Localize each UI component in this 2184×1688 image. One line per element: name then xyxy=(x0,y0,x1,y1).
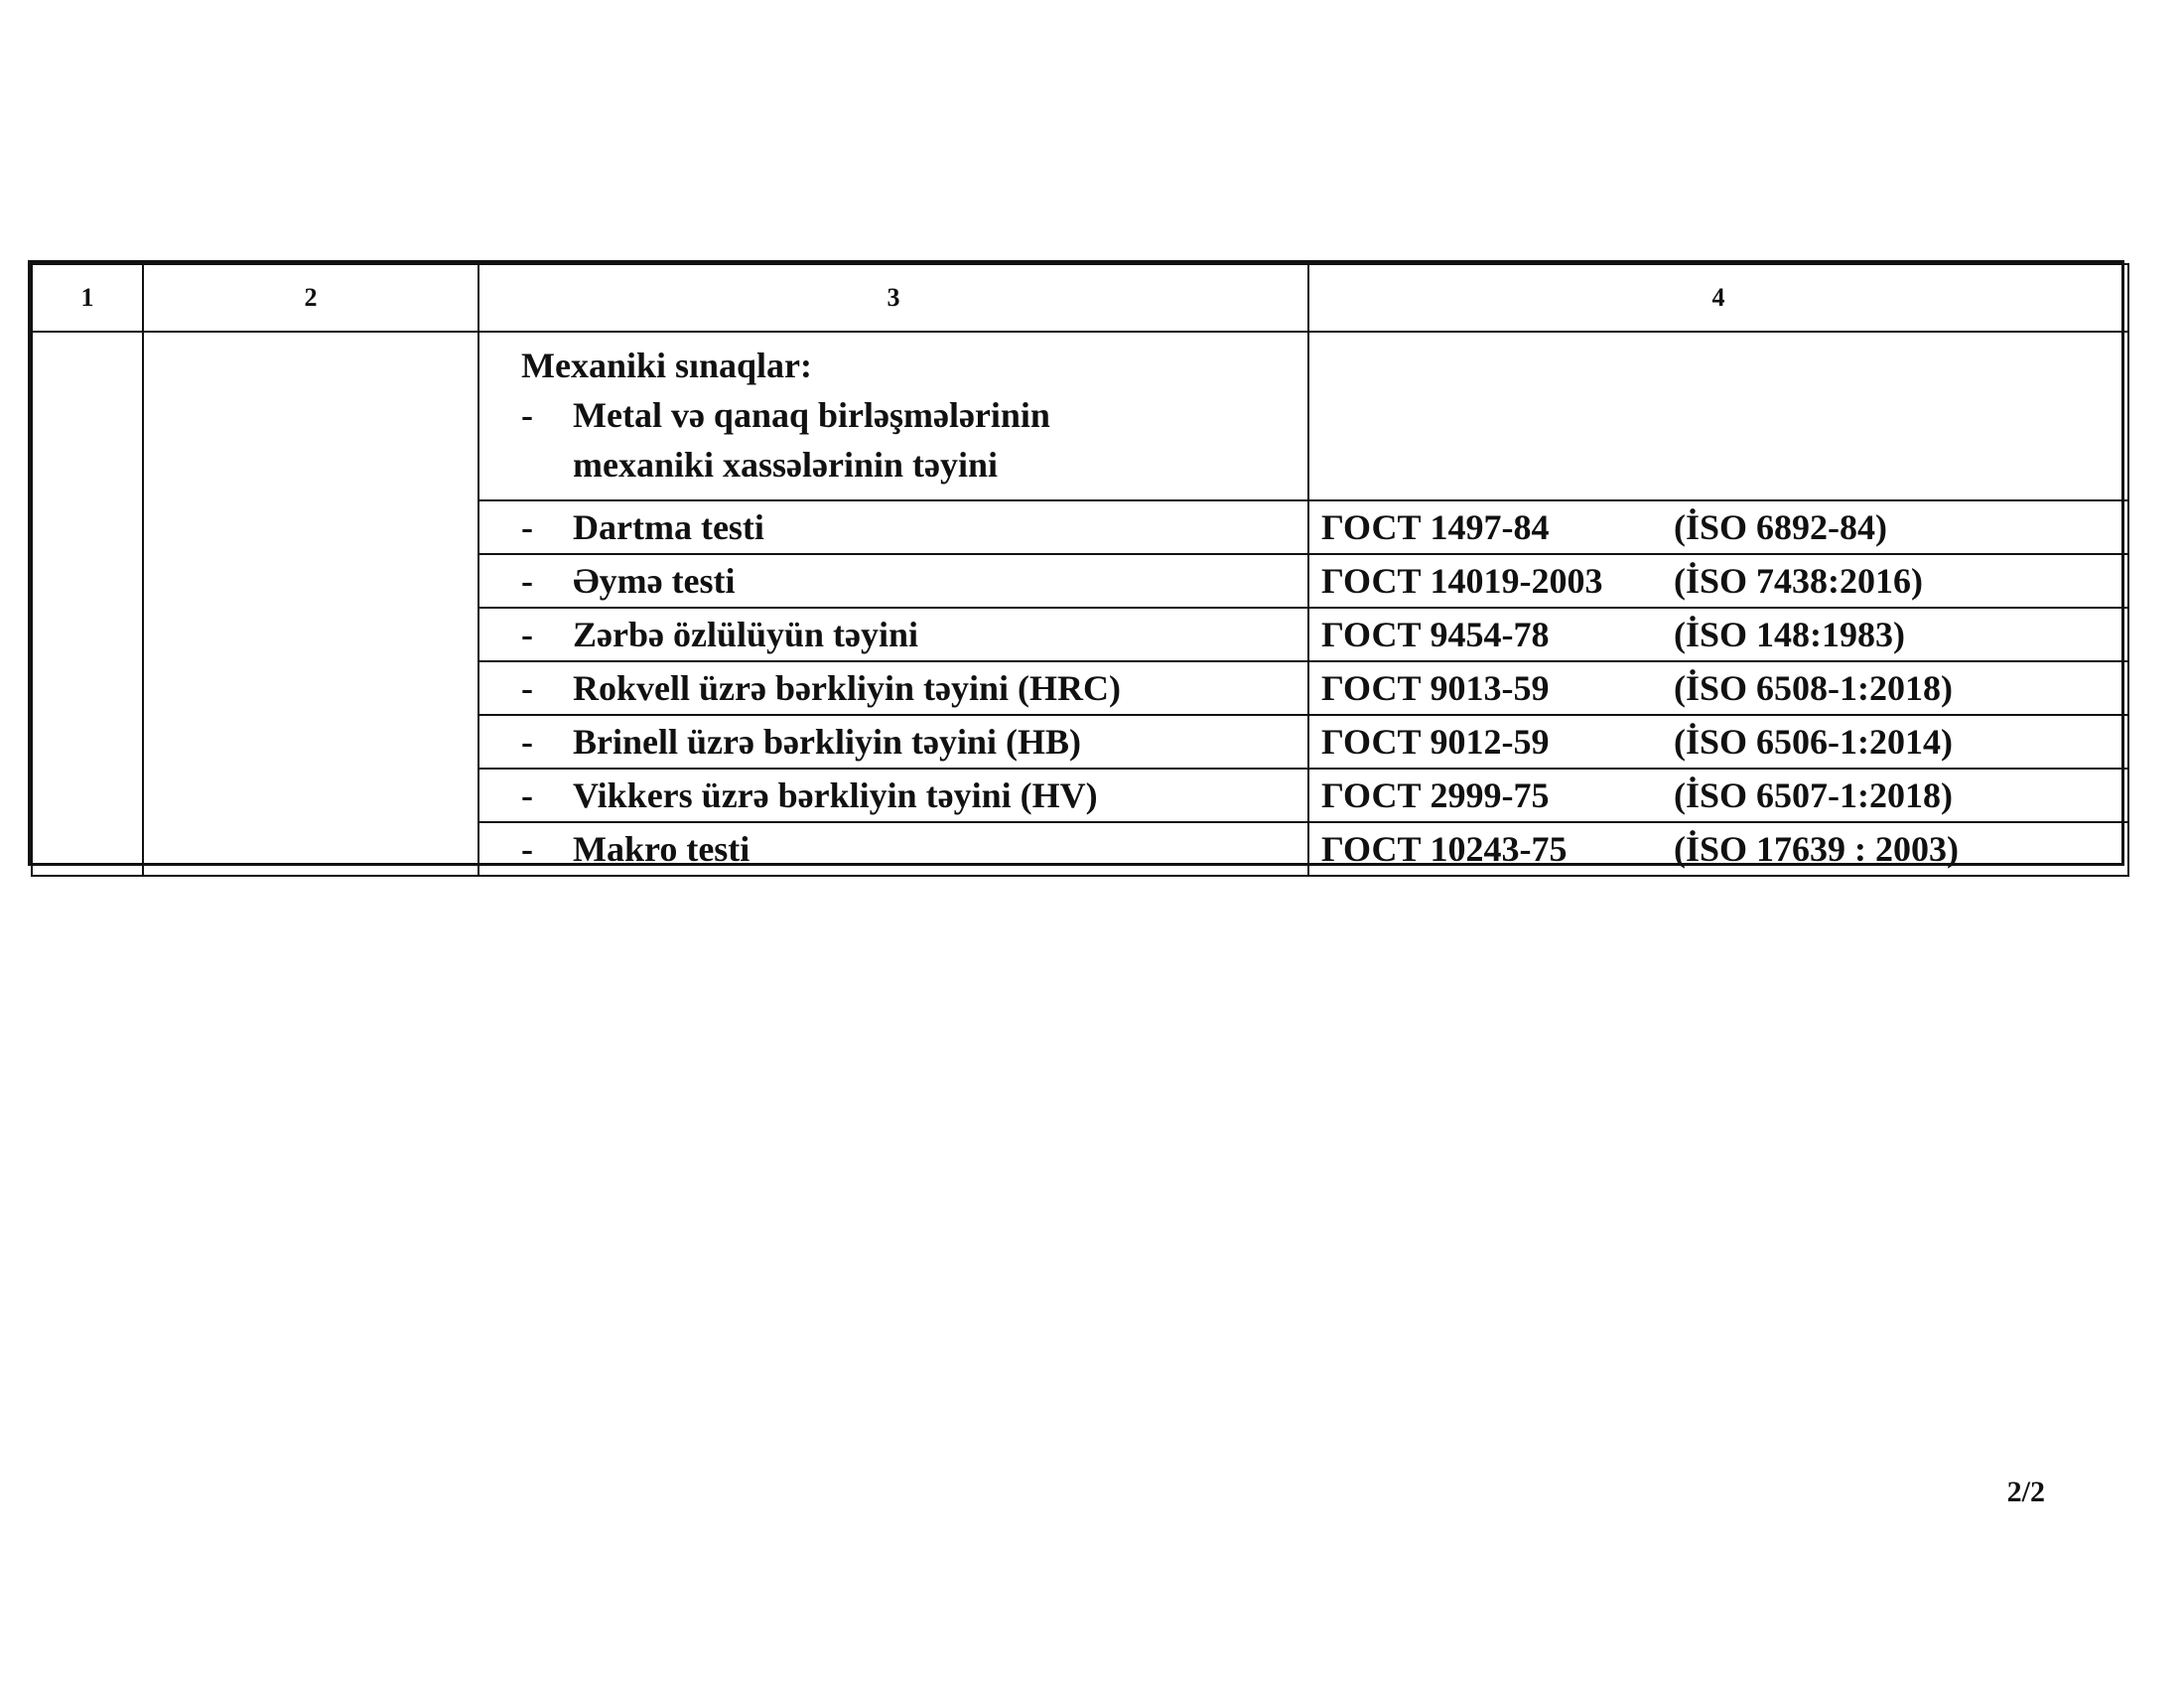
list-dash: - xyxy=(521,507,533,547)
gost-standard: ГОСТ 9012-59 xyxy=(1321,722,1550,762)
section-subtitle-line2: mexaniki xassələrinin təyini xyxy=(573,445,999,485)
section-subtitle xyxy=(521,390,1307,440)
test-name: Makro testi xyxy=(573,829,751,869)
standards-table-frame xyxy=(28,260,2124,869)
test-name: Zərbə özlülüyün təyini xyxy=(573,615,919,654)
empty-cell-col2 xyxy=(143,332,478,876)
test-name: Əymə testi xyxy=(573,561,736,601)
iso-standard: (İSO 148:1983) xyxy=(1674,615,1905,654)
empty-cell-col1 xyxy=(32,332,143,876)
test-name: Vikkers üzrə bərkliyin təyini (HV) xyxy=(573,775,1098,815)
gost-standard: ГОСТ 9454-78 xyxy=(1321,615,1550,654)
empty-standard-cell xyxy=(1308,332,2128,500)
gost-standard: ГОСТ 9013-59 xyxy=(1321,668,1550,708)
column-number-2: 2 xyxy=(143,264,478,332)
standard-cell xyxy=(1308,608,2128,661)
standard-cell xyxy=(1308,715,2128,769)
section-subtitle-line1: Metal və qanaq birləşmələrinin xyxy=(573,395,1050,435)
column-number-3: 3 xyxy=(478,264,1308,332)
gost-standard: ГОСТ 2999-75 xyxy=(1321,775,1550,815)
standard-cell xyxy=(1308,554,2128,608)
test-name-cell xyxy=(478,608,1308,661)
iso-standard: (İSO 6506-1:2014) xyxy=(1674,722,1953,762)
gost-standard: ГОСТ 10243-75 xyxy=(1321,829,1568,869)
test-name-cell xyxy=(478,554,1308,608)
standard-cell xyxy=(1308,769,2128,822)
list-dash: - xyxy=(521,668,533,708)
gost-standard: ГОСТ 1497-84 xyxy=(1321,507,1550,547)
standard-cell xyxy=(1308,500,2128,554)
standard-cell xyxy=(1308,661,2128,715)
section-title: Mexaniki sınaqlar: xyxy=(521,346,813,385)
column-number-1: 1 xyxy=(32,264,143,332)
test-name-cell xyxy=(478,500,1308,554)
iso-standard: (İSO 6508-1:2018) xyxy=(1674,668,1953,708)
section-heading-cell xyxy=(478,332,1308,500)
list-dash: - xyxy=(521,561,533,601)
iso-standard: (İSO 6892-84) xyxy=(1674,507,1887,547)
test-name: Brinell üzrə bərkliyin təyini (HB) xyxy=(573,722,1081,762)
list-dash: - xyxy=(521,722,533,762)
test-name-cell xyxy=(478,822,1308,876)
standards-table xyxy=(31,263,2129,877)
list-dash: - xyxy=(521,829,533,869)
section-header-row xyxy=(32,332,2128,500)
list-dash: - xyxy=(521,775,533,815)
iso-standard: (İSO 6507-1:2018) xyxy=(1674,775,1953,815)
test-name-cell xyxy=(478,715,1308,769)
test-name: Dartma testi xyxy=(573,507,764,547)
test-name-cell xyxy=(478,769,1308,822)
standard-cell xyxy=(1308,822,2128,876)
iso-standard: (İSO 7438:2016) xyxy=(1674,561,1923,601)
column-number-row xyxy=(32,264,2128,332)
iso-standard: (İSO 17639 : 2003) xyxy=(1674,829,1959,869)
column-number-4: 4 xyxy=(1308,264,2128,332)
list-dash: - xyxy=(521,395,533,435)
test-name-cell xyxy=(478,661,1308,715)
page-number: 2/2 xyxy=(2006,1476,2045,1508)
gost-standard: ГОСТ 14019-2003 xyxy=(1321,561,1603,601)
test-name: Rokvell üzrə bərkliyin təyini (HRC) xyxy=(573,668,1121,708)
list-dash: - xyxy=(521,615,533,654)
